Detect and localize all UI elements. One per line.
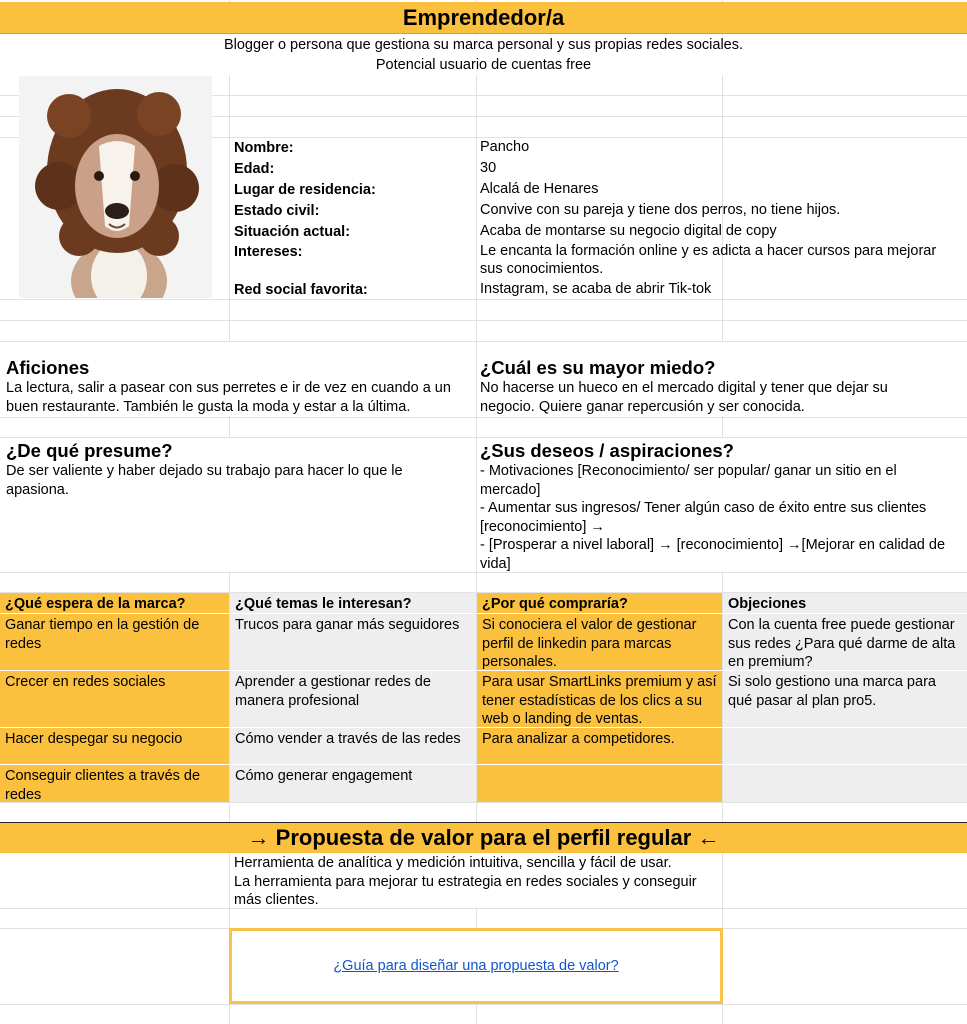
table-cell: Si solo gestiono una marca para qué pasar al plan pro5.: [723, 671, 967, 727]
value-prop-title: → Propuesta de valor para el perfil regular ←: [247, 825, 720, 850]
profile-value-intereses: Le encanta la formación online y es adicta a hacer cursos para mejorar sus conocimientos.: [480, 243, 937, 277]
profile-label-red-social: Red social favorita:: [234, 282, 368, 298]
table-cell: Para analizar a competidores.: [477, 728, 722, 764]
deseos-item: - Aumentar sus ingresos/ Tener algún caso de éxito entre sus clientes [reconocimiento] →: [480, 500, 927, 535]
aficiones-text: La lectura, salir a pasear con sus perretes e ir de vez en cuando a un buen restaurante. También le gusta la moda y estar a la última.: [6, 380, 451, 415]
grid-row-line: [0, 299, 967, 300]
profile-label-situacion: Situación actual:: [234, 224, 351, 240]
grid-row-line: [0, 1004, 967, 1005]
deseos-item: - Motivaciones [Reconocimiento/ ser popular/ ganar un sitio en el mercado]: [480, 463, 897, 498]
table-header-compraria: ¿Por qué compraría?: [477, 593, 722, 613]
profile-label-edad: Edad:: [234, 161, 275, 177]
persona-title: Emprendedor/a: [402, 4, 565, 30]
presume-title: ¿De qué presume?: [6, 440, 173, 461]
grid-row-line: [0, 802, 967, 803]
profile-value-red-social: Instagram, se acaba de abrir Tik-tok: [480, 281, 712, 297]
profile-value-estado-civil: Convive con su pareja y tiene dos perros, no tiene hijos.: [480, 202, 841, 218]
table-cell: Si conociera el valor de gestionar perfil de linkedin para marcas personales.: [477, 614, 722, 670]
value-prop-text: [234, 854, 722, 910]
table-cell: Trucos para ganar más seguidores: [230, 614, 476, 670]
persona-description-line-1: Blogger o persona que gestiona su marca personal y sus propias redes sociales.: [0, 35, 967, 55]
deseos-list: [480, 462, 955, 573]
table-cell: Hacer despegar su negocio: [0, 728, 229, 764]
table-cell: Para usar SmartLinks premium y así tener estadísticas de los clics a su web o landing de ventas.: [477, 671, 722, 727]
value-prop-line-1: Herramienta de analítica y medición intuitiva, sencilla y fácil de usar.: [234, 855, 672, 871]
table-cell: [723, 728, 967, 764]
table-cell: Ganar tiempo en la gestión de redes: [0, 614, 229, 670]
table-header-temas: ¿Qué temas le interesan?: [230, 593, 476, 613]
table-cell: [477, 765, 722, 802]
profile-value-nombre: Pancho: [480, 139, 530, 155]
table-cell: Aprender a gestionar redes de manera profesional: [230, 671, 476, 727]
persona-title-banner: [0, 2, 967, 34]
grid-row-line: [0, 320, 967, 321]
grid-row-line: [0, 417, 967, 418]
profile-label-estado-civil: Estado civil:: [234, 203, 320, 219]
table-cell: Cómo vender a través de las redes: [230, 728, 476, 764]
value-prop-banner: [0, 822, 967, 853]
profile-value-situacion: Acaba de montarse su negocio digital de copy: [480, 223, 777, 239]
miedo-text: No hacerse un hueco en el mercado digital y tener que dejar su negocio. Quiere ganar repercusión y ser conocida.: [480, 380, 888, 415]
aficiones-title: Aficiones: [6, 357, 90, 378]
table-header-objeciones: Objeciones: [723, 593, 967, 613]
value-prop-guide-link[interactable]: ¿Guía para diseñar una propuesta de valor?: [333, 958, 619, 974]
table-cell: [723, 765, 967, 802]
table-cell: Crecer en redes sociales: [0, 671, 229, 727]
profile-label-intereses: Intereses:: [234, 244, 303, 260]
value-prop-line-2: La herramienta para mejorar tu estrategia en redes sociales y conseguir más clientes.: [234, 873, 697, 908]
table-header-espera: ¿Qué espera de la marca?: [0, 593, 229, 613]
profile-value-edad: 30: [480, 160, 497, 176]
profile-value-residencia: Alcalá de Henares: [480, 181, 599, 197]
profile-label-residencia: Lugar de residencia:: [234, 182, 376, 198]
profile-label-nombre: Nombre:: [234, 140, 294, 156]
deseos-title: ¿Sus deseos / aspiraciones?: [480, 440, 734, 461]
persona-description-line-2: Potencial usuario de cuentas free: [0, 55, 967, 75]
value-prop-guide-box: [229, 928, 723, 1004]
table-cell: Cómo generar engagement: [230, 765, 476, 802]
deseos-item: - [Prosperar a nivel laboral] → [reconocimiento] →[Mejorar en calidad de vida]: [480, 537, 946, 572]
persona-photo: [19, 76, 212, 298]
table-cell: Con la cuenta free puede gestionar sus redes ¿Para qué darme de alta en premium?: [723, 614, 967, 670]
presume-text: De ser valiente y haber dejado su trabajo para hacer lo que le apasiona.: [6, 463, 403, 498]
dog-in-lion-hood-photo-icon: [19, 76, 212, 298]
table-cell: Conseguir clientes a través de redes: [0, 765, 229, 802]
miedo-title: ¿Cuál es su mayor miedo?: [480, 357, 716, 378]
